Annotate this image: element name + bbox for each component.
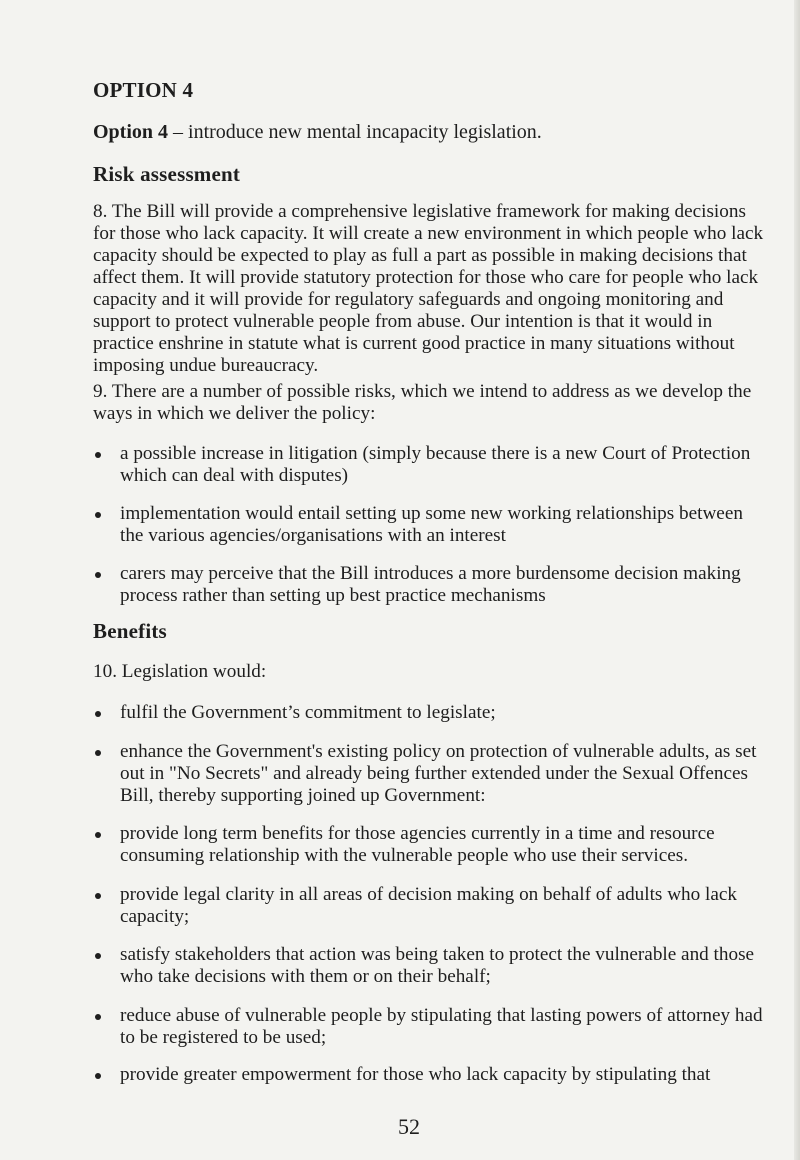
- bullet-icon: [95, 750, 101, 756]
- benefits-heading: Benefits: [93, 619, 167, 643]
- benefit-bullet-text: satisfy stakeholders that action was being taken to protect the vulnerable and those who take decisions with them or on their behalf;: [120, 944, 755, 987]
- paragraph-10: 10. Legislation would:: [93, 661, 267, 682]
- option-subtitle-text: – introduce new mental incapacity legislation.: [168, 121, 542, 143]
- benefit-bullet-text: provide greater empowerment for those who lack capacity by stipulating that: [120, 1064, 711, 1085]
- bullet-icon: [95, 893, 101, 899]
- page-number: 52: [398, 1114, 420, 1139]
- paragraph-9: 9. There are a number of possible risks, which we intend to address as we develop the ways in which we deliver the policy:: [93, 381, 752, 424]
- risk-bullet-text: a possible increase in litigation (simply because there is a new Court of Protection which can deal with disputes): [120, 443, 751, 486]
- bullet-icon: [95, 572, 101, 578]
- bullet-icon: [95, 711, 101, 717]
- benefit-bullet-text: fulfil the Government’s commitment to legislate;: [120, 702, 496, 723]
- option-subtitle-label: Option 4: [93, 121, 169, 143]
- benefit-bullet-text: enhance the Government's existing policy on protection of vulnerable adults, as set out in "No Secrets" and already being further extended under the Sexual Offences Bill, thereby supporting joined up Government:: [120, 741, 757, 806]
- bullet-icon: [95, 452, 101, 458]
- benefit-bullet-text: provide legal clarity in all areas of decision making on behalf of adults who lack capacity;: [120, 884, 737, 927]
- bullet-icon: [95, 1073, 101, 1079]
- option-heading: OPTION 4: [93, 78, 194, 102]
- page-edge-shadow: [794, 0, 800, 1160]
- bullet-icon: [95, 832, 101, 838]
- benefit-bullet-text: reduce abuse of vulnerable people by stipulating that lasting powers of attorney had to be registered to be used;: [120, 1005, 763, 1048]
- risk-assessment-heading: Risk assessment: [93, 162, 241, 186]
- risk-bullet-text: implementation would entail setting up some new working relationships between the various agencies/organisations with an interest: [120, 503, 743, 546]
- bullet-icon: [95, 953, 101, 959]
- paragraph-8: 8. The Bill will provide a comprehensive legislative framework for making decisions for those who lack capacity. It will create a new environment in which people who lack capacity should be expected to play as full a part as possible in making decisions that affect them. It will provide statutory protection for those who care for people who lack capacity and it will provide for regulatory safeguards and ongoing monitoring and support to protect vulnerable people from abuse. Our intention is that it would in practice enshrine in statute what is current good practice in many situations without imposing undue bureaucracy.: [93, 201, 764, 376]
- risk-bullet-text: carers may perceive that the Bill introduces a more burdensome decision making process rather than setting up best practice mechanisms: [120, 563, 741, 606]
- option-subtitle: [93, 121, 542, 144]
- bullet-icon: [95, 1014, 101, 1020]
- benefit-bullet-text: provide long term benefits for those agencies currently in a time and resource consuming relationship with the vulnerable people who use their services.: [120, 823, 715, 866]
- bullet-icon: [95, 512, 101, 518]
